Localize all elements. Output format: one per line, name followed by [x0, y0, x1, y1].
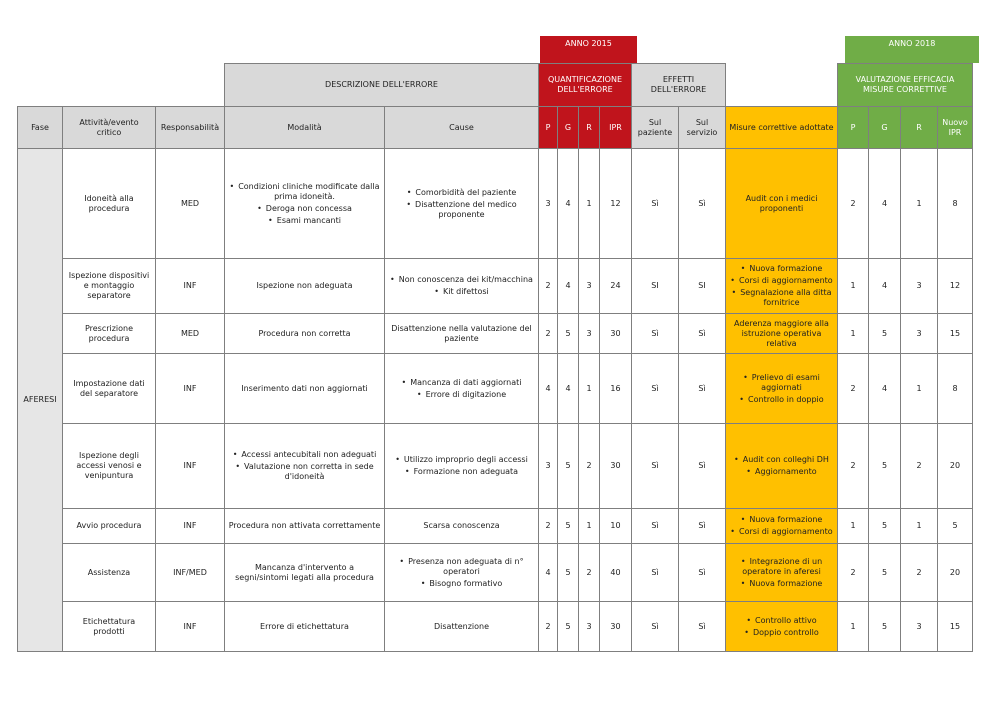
misure-cell	[726, 149, 838, 259]
ipr-cell: 30	[600, 602, 632, 652]
col-header: R	[579, 107, 600, 149]
year-2015-banner: ANNO 2015	[540, 36, 637, 63]
new-r-cell: 3	[901, 259, 938, 314]
table-row	[18, 354, 973, 424]
misure-cell	[726, 259, 838, 314]
cause-cell	[385, 314, 539, 354]
nuovo-ipr-cell: 15	[938, 602, 973, 652]
col-header: Sul paziente	[632, 107, 679, 149]
modalita-cell	[225, 259, 385, 314]
col-header: G	[558, 107, 579, 149]
col-header: P	[539, 107, 558, 149]
p-cell: 4	[539, 544, 558, 602]
cause-cell	[385, 149, 539, 259]
misure-cell	[726, 509, 838, 544]
p-cell: 2	[539, 259, 558, 314]
sul-paziente-cell: Sì	[632, 544, 679, 602]
nuovo-ipr-cell: 15	[938, 314, 973, 354]
sul-servizio-cell: Sì	[679, 354, 726, 424]
g-cell: 4	[558, 259, 579, 314]
new-p-cell: 2	[838, 149, 869, 259]
p-cell: 2	[539, 509, 558, 544]
r-cell: 2	[579, 424, 600, 509]
new-g-cell: 5	[869, 314, 901, 354]
list-item: • Deroga non concessa	[228, 204, 381, 214]
fmea-table	[17, 63, 973, 652]
list-item: • Presenza non adeguata di n° operatori	[388, 557, 535, 577]
list-item: • Accessi antecubitali non adeguati	[228, 450, 381, 460]
list-item: • Condizioni cliniche modificate dalla prima idoneità.	[228, 182, 381, 202]
sul-servizio-cell: Sì	[679, 509, 726, 544]
new-p-cell: 2	[838, 354, 869, 424]
responsabilita-cell: INF	[156, 424, 225, 509]
list-item: Disattenzione nella valutazione del paziente	[391, 323, 532, 343]
attivita-cell: Ispezione dispositivi e montaggio separatore	[63, 259, 156, 314]
list-item: Procedura non corretta	[258, 328, 351, 338]
sul-paziente-cell: Sì	[632, 314, 679, 354]
list-item: • Utilizzo improprio degli accessi	[388, 455, 535, 465]
list-item: • Corsi di aggiornamento	[729, 276, 834, 286]
nuovo-ipr-cell: 12	[938, 259, 973, 314]
r-cell: 3	[579, 314, 600, 354]
g-cell: 4	[558, 354, 579, 424]
p-cell: 3	[539, 149, 558, 259]
new-r-cell: 2	[901, 424, 938, 509]
r-cell: 1	[579, 149, 600, 259]
attivita-cell: Etichettatura prodotti	[63, 602, 156, 652]
col-header: Nuovo IPR	[938, 107, 973, 149]
modalita-cell	[225, 314, 385, 354]
ipr-cell: 30	[600, 424, 632, 509]
new-g-cell: 4	[869, 149, 901, 259]
table-row	[18, 314, 973, 354]
new-p-cell: 1	[838, 602, 869, 652]
group-descrizione: DESCRIZIONE DELL'ERRORE	[225, 64, 539, 107]
sul-servizio-cell: Sì	[679, 314, 726, 354]
list-item: Audit con i medici proponenti	[745, 193, 818, 213]
group-valutazione: VALUTAZIONE EFFICACIA MISURE CORRETTIVE	[838, 64, 973, 107]
g-cell: 4	[558, 149, 579, 259]
new-p-cell: 2	[838, 544, 869, 602]
table-row	[18, 509, 973, 544]
list-item: • Non conoscenza dei kit/macchina	[388, 275, 535, 285]
g-cell: 5	[558, 424, 579, 509]
cause-cell	[385, 259, 539, 314]
sul-paziente-cell: Sì	[632, 424, 679, 509]
ipr-cell: 10	[600, 509, 632, 544]
r-cell: 1	[579, 354, 600, 424]
list-item: • Aggiornamento	[729, 467, 834, 477]
list-item: • Nuova formazione	[729, 264, 834, 274]
nuovo-ipr-cell: 20	[938, 544, 973, 602]
responsabilita-cell: INF	[156, 509, 225, 544]
list-item: Procedura non attivata correttamente	[228, 521, 381, 530]
sul-servizio-cell: Sì	[679, 544, 726, 602]
nuovo-ipr-cell: 20	[938, 424, 973, 509]
list-item: • Formazione non adeguata	[388, 467, 535, 477]
list-item: • Comorbidità del paziente	[388, 188, 535, 198]
r-cell: 2	[579, 544, 600, 602]
misure-cell	[726, 314, 838, 354]
list-item: • Kit difettosi	[388, 287, 535, 297]
list-item: • Segnalazione alla ditta fornitrice	[729, 288, 834, 308]
sul-servizio-cell: SI	[679, 259, 726, 314]
sul-servizio-cell: Sì	[679, 149, 726, 259]
list-item: Mancanza d'intervento a segni/sintomi legati alla procedura	[235, 562, 374, 582]
p-cell: 2	[539, 314, 558, 354]
g-cell: 5	[558, 509, 579, 544]
r-cell: 3	[579, 602, 600, 652]
responsabilita-cell: INF	[156, 259, 225, 314]
new-r-cell: 2	[901, 544, 938, 602]
col-header: R	[901, 107, 938, 149]
list-item: • Audit con colleghi DH	[729, 455, 834, 465]
attivita-cell: Avvio procedura	[63, 509, 156, 544]
nuovo-ipr-cell: 8	[938, 354, 973, 424]
new-r-cell: 1	[901, 354, 938, 424]
list-item: Inserimento dati non aggiornati	[241, 383, 368, 393]
attivita-cell: Impostazione dati del separatore	[63, 354, 156, 424]
list-item: • Disattenzione del medico proponente	[388, 200, 535, 220]
misure-cell	[726, 544, 838, 602]
new-r-cell: 3	[901, 602, 938, 652]
responsabilita-cell: INF	[156, 602, 225, 652]
new-p-cell: 2	[838, 424, 869, 509]
sul-paziente-cell: Sì	[632, 354, 679, 424]
attivita-cell: Ispezione degli accessi venosi e venipuntura	[63, 424, 156, 509]
attivita-cell: Idoneità alla procedura	[63, 149, 156, 259]
modalita-cell	[225, 509, 385, 544]
list-item: • Errore di digitazione	[388, 390, 535, 400]
col-header: Cause	[385, 107, 539, 149]
ipr-cell: 12	[600, 149, 632, 259]
ipr-cell: 24	[600, 259, 632, 314]
col-header: Sul servizio	[679, 107, 726, 149]
sul-servizio-cell: Sì	[679, 424, 726, 509]
list-item: • Nuova formazione	[729, 515, 834, 525]
table-row	[18, 259, 973, 314]
p-cell: 4	[539, 354, 558, 424]
column-header-row	[18, 107, 973, 149]
sul-paziente-cell: Sì	[632, 602, 679, 652]
responsabilita-cell: INF	[156, 354, 225, 424]
modalita-cell	[225, 149, 385, 259]
new-p-cell: 1	[838, 259, 869, 314]
new-r-cell: 1	[901, 509, 938, 544]
list-item: • Integrazione di un operatore in aferesi	[729, 557, 834, 577]
misure-cell	[726, 354, 838, 424]
cause-cell	[385, 544, 539, 602]
new-r-cell: 1	[901, 149, 938, 259]
col-header: IPR	[600, 107, 632, 149]
list-item: • Controllo attivo	[729, 616, 834, 626]
list-item: • Esami mancanti	[228, 216, 381, 226]
g-cell: 5	[558, 602, 579, 652]
group-header-row	[18, 64, 973, 107]
col-header: Attività/evento critico	[63, 107, 156, 149]
new-g-cell: 5	[869, 509, 901, 544]
ipr-cell: 16	[600, 354, 632, 424]
col-header: Responsabilità	[156, 107, 225, 149]
misure-cell	[726, 602, 838, 652]
list-item: • Mancanza di dati aggiornati	[388, 378, 535, 388]
list-item: • Doppio controllo	[729, 628, 834, 638]
r-cell: 3	[579, 259, 600, 314]
p-cell: 3	[539, 424, 558, 509]
group-effetti: EFFETTI DELL'ERRORE	[632, 64, 726, 107]
new-p-cell: 1	[838, 314, 869, 354]
sul-paziente-cell: SI	[632, 259, 679, 314]
new-g-cell: 4	[869, 354, 901, 424]
modalita-cell	[225, 354, 385, 424]
table-row	[18, 149, 973, 259]
g-cell: 5	[558, 314, 579, 354]
group-quantificazione: QUANTIFICAZIONE DELL'ERRORE	[539, 64, 632, 107]
col-header: G	[869, 107, 901, 149]
list-item: Scarsa conoscenza	[423, 521, 500, 530]
table-row	[18, 544, 973, 602]
new-g-cell: 5	[869, 424, 901, 509]
new-g-cell: 4	[869, 259, 901, 314]
list-item: • Prelievo di esami aggiornati	[729, 373, 834, 393]
cause-cell	[385, 602, 539, 652]
list-item: Aderenza maggiore alla istruzione operativa relativa	[734, 318, 829, 348]
table-row	[18, 424, 973, 509]
responsabilita-cell: MED	[156, 149, 225, 259]
list-item: Errore di etichettatura	[260, 621, 349, 631]
year-2018-banner: ANNO 2018	[845, 36, 979, 63]
modalita-cell	[225, 602, 385, 652]
list-item: Ispezione non adeguata	[256, 281, 353, 290]
p-cell: 2	[539, 602, 558, 652]
nuovo-ipr-cell: 5	[938, 509, 973, 544]
new-g-cell: 5	[869, 602, 901, 652]
new-r-cell: 3	[901, 314, 938, 354]
responsabilita-cell: MED	[156, 314, 225, 354]
responsabilita-cell: INF/MED	[156, 544, 225, 602]
attivita-cell: Assistenza	[63, 544, 156, 602]
ipr-cell: 30	[600, 314, 632, 354]
sul-paziente-cell: Sì	[632, 149, 679, 259]
new-p-cell: 1	[838, 509, 869, 544]
fase-cell: AFERESI	[18, 149, 63, 652]
modalita-cell	[225, 424, 385, 509]
list-item: Disattenzione	[433, 621, 490, 631]
r-cell: 1	[579, 509, 600, 544]
cause-cell	[385, 354, 539, 424]
cause-cell	[385, 509, 539, 544]
nuovo-ipr-cell: 8	[938, 149, 973, 259]
cause-cell	[385, 424, 539, 509]
list-item: • Controllo in doppio	[729, 395, 834, 405]
list-item: • Nuova formazione	[729, 579, 834, 589]
sul-paziente-cell: Sì	[632, 509, 679, 544]
list-item: • Valutazione non corretta in sede d'idoneità	[228, 462, 381, 482]
attivita-cell: Prescrizione procedura	[63, 314, 156, 354]
new-g-cell: 5	[869, 544, 901, 602]
modalita-cell	[225, 544, 385, 602]
table-row	[18, 602, 973, 652]
list-item: • Corsi di aggiornamento	[729, 527, 834, 537]
list-item: • Bisogno formativo	[388, 579, 535, 589]
col-header: Misure correttive adottate	[726, 107, 838, 149]
ipr-cell: 40	[600, 544, 632, 602]
misure-cell	[726, 424, 838, 509]
sul-servizio-cell: Sì	[679, 602, 726, 652]
col-header: P	[838, 107, 869, 149]
col-header: Modalità	[225, 107, 385, 149]
g-cell: 5	[558, 544, 579, 602]
col-header: Fase	[18, 107, 63, 149]
